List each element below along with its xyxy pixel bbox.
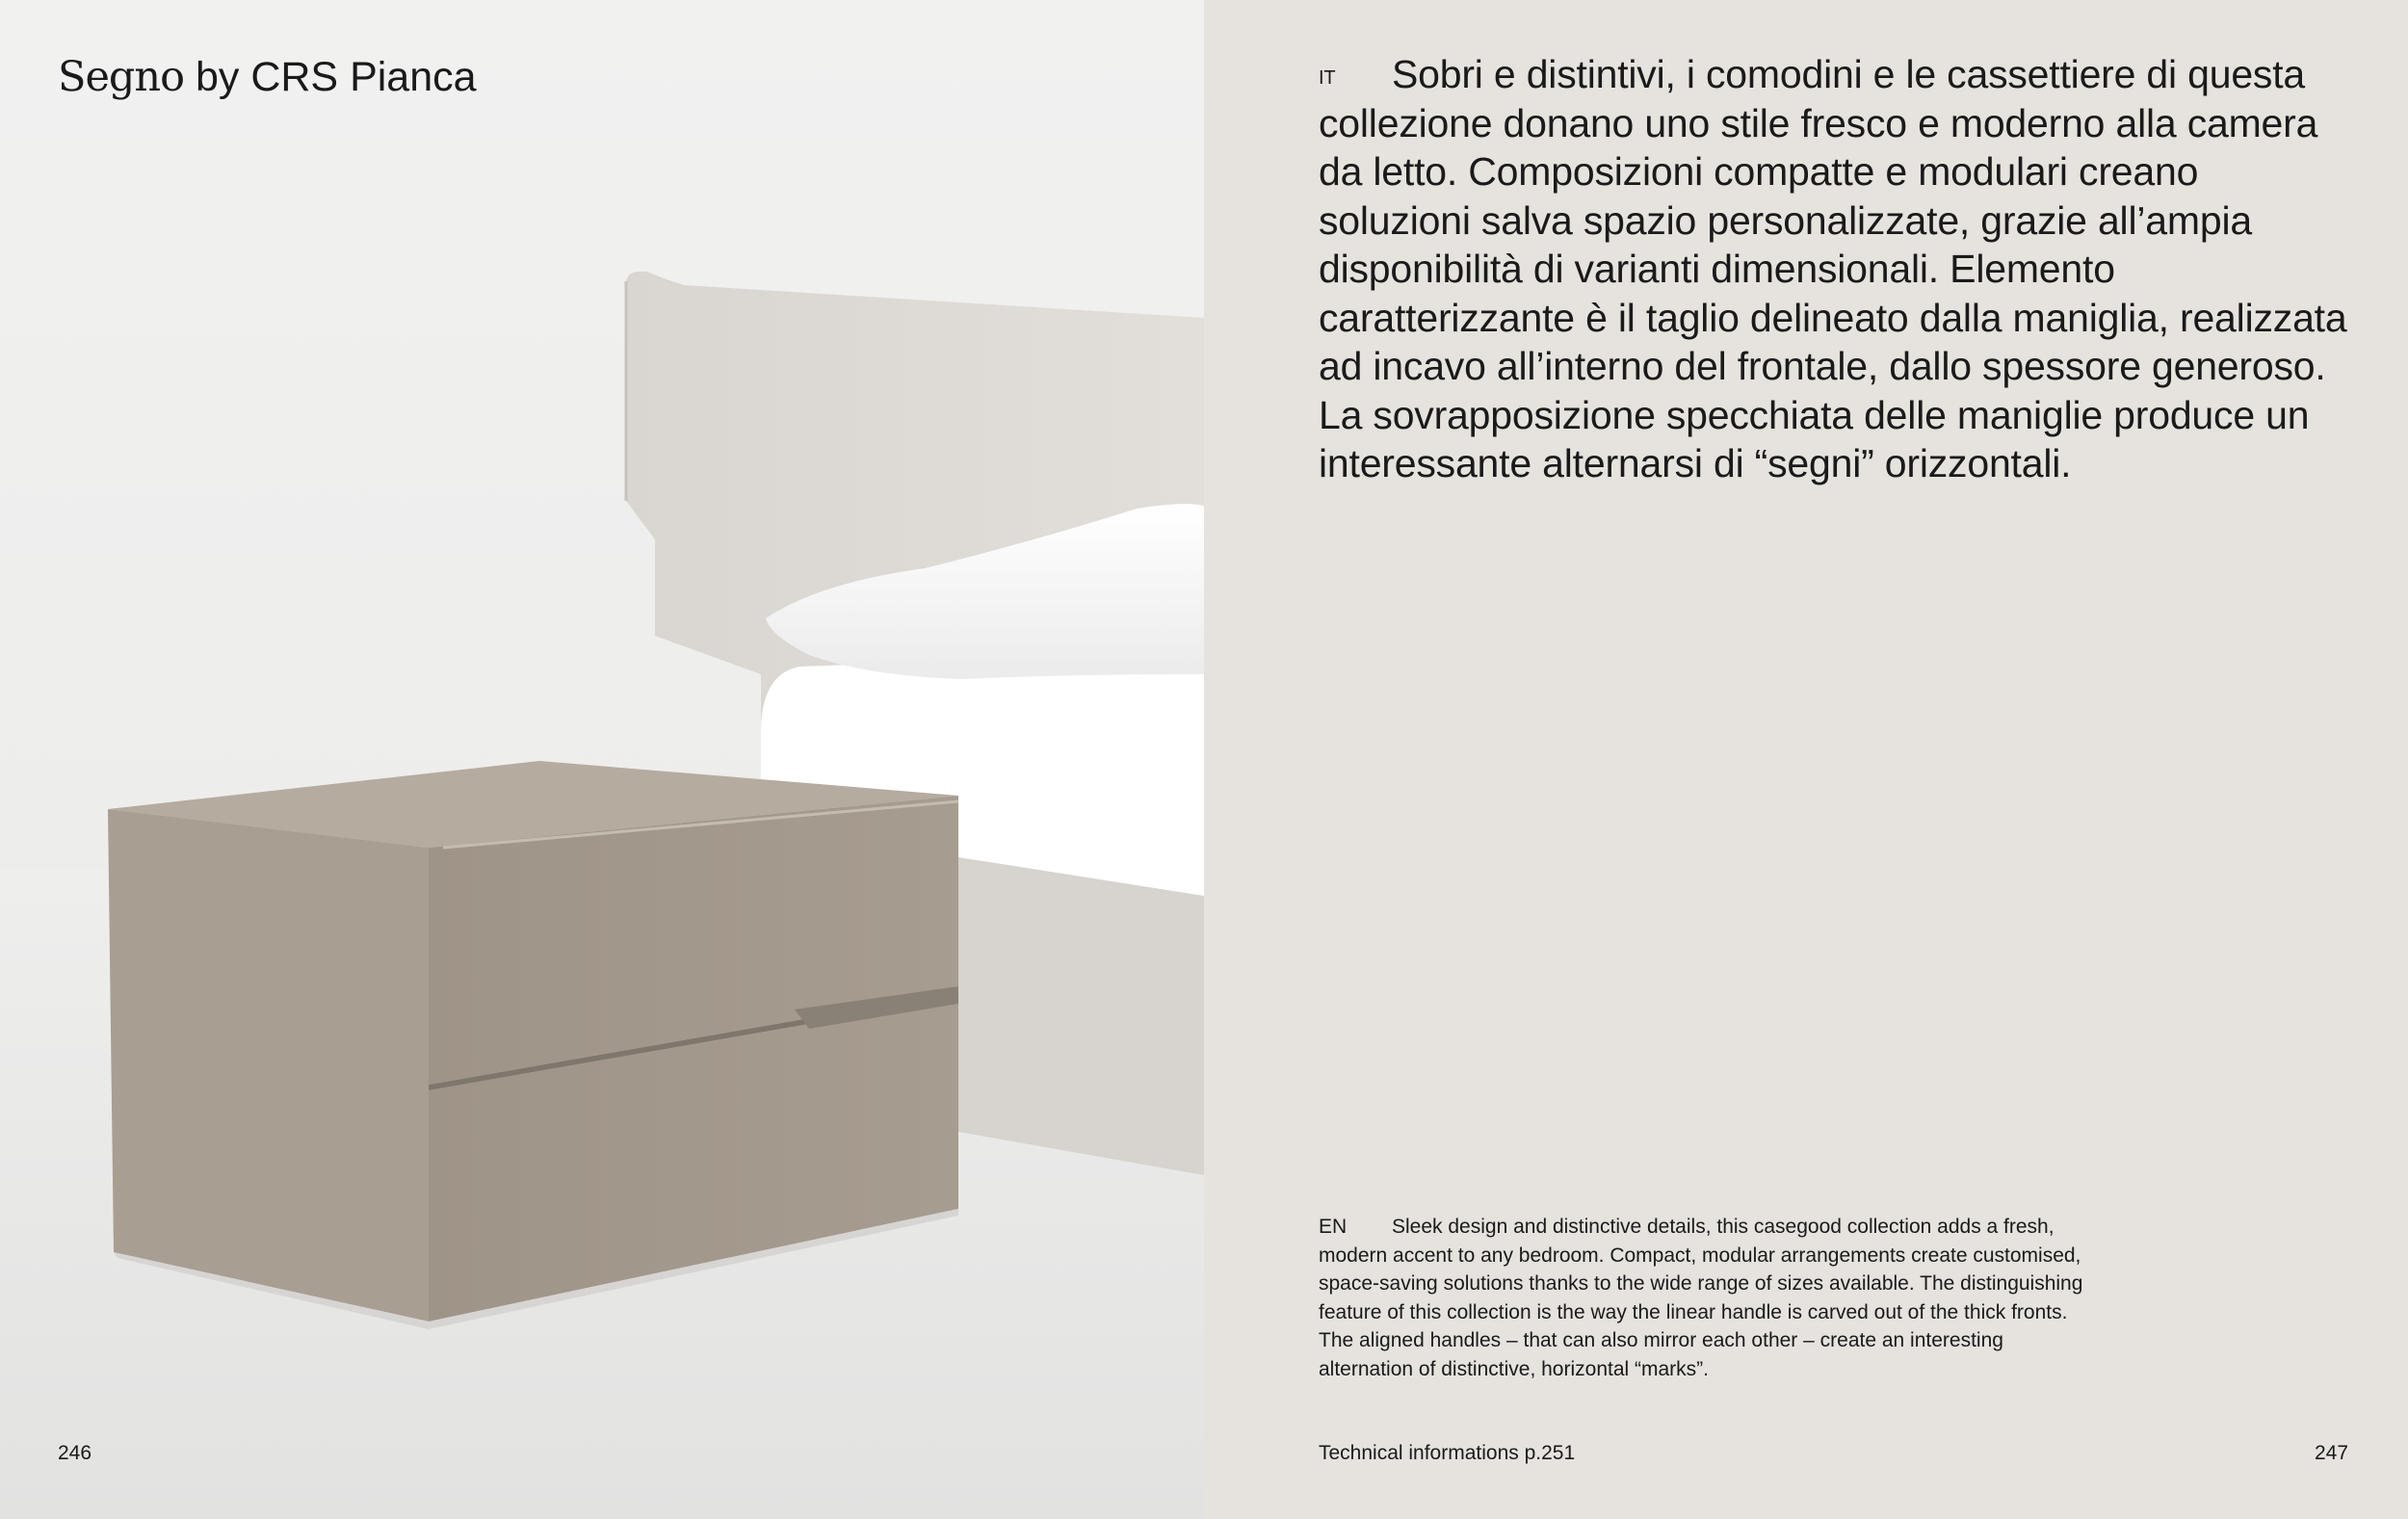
collection-name: Segno bbox=[58, 53, 185, 101]
italian-description bbox=[1319, 50, 2359, 488]
english-text: Sleek design and distinctive details, this casegood collection adds a fresh, modern accent to any bedroom. Compact, modular arrangements create customised, space-saving solutions thanks to the wide range of sizes available. The distinguishing feature of this collection is the way the linear handle is carved out of the thick fronts. The aligned handles – that can also mirror each other – create an interesting alternation of distinctive, horizontal “marks”. bbox=[1319, 1216, 2083, 1380]
technical-info-link[interactable]: Technical informations p.251 bbox=[1319, 1442, 1576, 1464]
page-number-left: 246 bbox=[58, 1442, 92, 1464]
italian-lang-label: IT bbox=[1319, 67, 1336, 89]
page-title bbox=[58, 48, 477, 106]
italian-text: Sobri e distintivi, i comodini e le cassettiere di questa collezione donano uno stile fresco e moderno alla camera da letto. Composizioni compatte e modulari creano soluzioni salva spazio personalizzate, grazie all’ampia disponibilità di varianti dimensionali. Elemento caratterizzante è il taglio delineato dalla maniglia, realizzata ad incavo all’interno del frontale, dallo spessore generoso. La sovrapposizione specchiata delle maniglie produce un interessante alternarsi di “segni” orizzontali. bbox=[1319, 52, 2347, 485]
english-lang-label: EN bbox=[1319, 1216, 1348, 1238]
designer-name: by CRS Pianca bbox=[195, 54, 477, 100]
english-description bbox=[1319, 1213, 2089, 1383]
page-number-right: 247 bbox=[2315, 1442, 2349, 1464]
bed-base bbox=[958, 848, 1204, 1175]
